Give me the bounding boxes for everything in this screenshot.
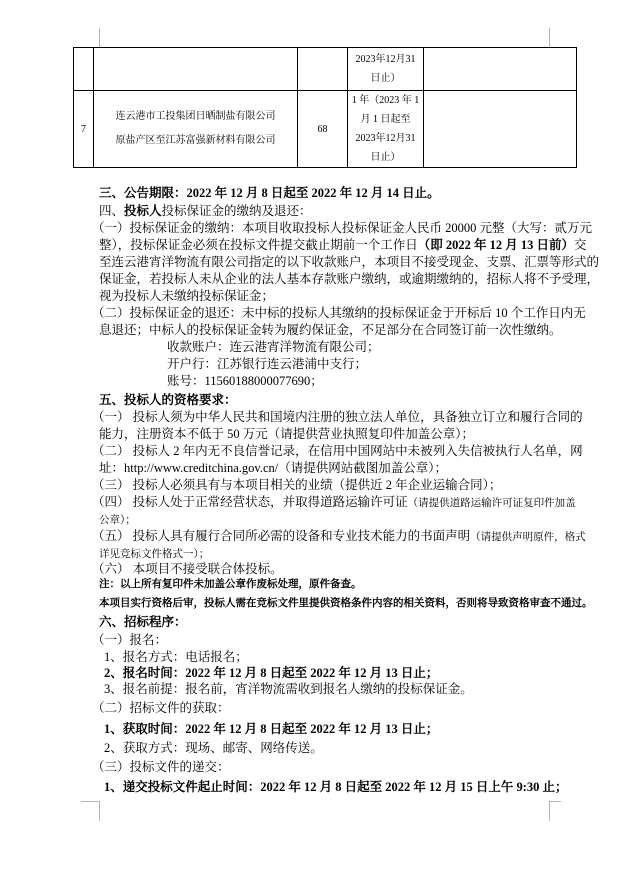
text-segment: （二） 投标人 2 年内无不良信誉记录，在信用中国网站中未被列入失信被执行人名单，网 bbox=[92, 444, 583, 458]
text-line bbox=[104, 681, 473, 698]
text-line bbox=[104, 665, 438, 682]
text-line bbox=[99, 460, 447, 477]
text-line bbox=[92, 700, 230, 717]
text-segment: （五） 投标人具有履行合同所必需的设备和专业技术能力的书面声明 bbox=[92, 529, 471, 543]
text-line bbox=[167, 356, 367, 373]
text-line bbox=[99, 392, 237, 409]
text-line bbox=[92, 528, 586, 546]
text-segment: 息退还；中标人的投标保证金转为履约保证金，不足部分在合同签订前一次性缴纳。 bbox=[99, 323, 562, 337]
text-segment: （三） 投标人必须具有与本项目相关的业绩（提供近 2 年企业运输合同）； bbox=[92, 478, 502, 492]
text-line bbox=[99, 614, 187, 631]
table-cell: 7 bbox=[74, 91, 94, 168]
text-segment: （请提供道路运输许可证复印件加盖 bbox=[407, 498, 576, 509]
table-cell: 2023年12月31 日止） bbox=[348, 48, 424, 91]
text-segment: （一）投标保证金的缴纳：本项目收取投标人投标保证金人民币 20000 元整（大写：贰万元 bbox=[92, 221, 593, 235]
text-segment: 3、报名前提：报名前，宵洋物流需收到报名人缴纳的投标保证金。 bbox=[104, 682, 473, 696]
text-line bbox=[92, 409, 583, 426]
table-cell: 68 bbox=[298, 91, 348, 168]
text-segment: （即 2022 年 12 月 13 日前） bbox=[417, 238, 575, 252]
text-segment: 收款账户：连云港宵洋物流有限公司； bbox=[167, 340, 380, 354]
text-segment: 账号：11560188000077690； bbox=[167, 374, 323, 388]
text-line bbox=[167, 373, 323, 390]
text-segment: 本项目实行资格后审，投标人需在竞标文件里提供资格条件内容的相关资料，否则将导致资格审查不通过。 bbox=[99, 598, 593, 609]
text-segment: 开户行：江苏银行连云港浦中支行； bbox=[167, 357, 368, 371]
text-segment: 1、报名方式：电话报名； bbox=[104, 650, 248, 664]
text-line bbox=[99, 596, 593, 612]
text-segment: （六） 本项目不接受联合体投标。 bbox=[92, 562, 283, 576]
text-segment: 址：http://www.creditchina.gov.cn/（请提供网站截图加盖公章）； bbox=[99, 461, 447, 475]
text-line bbox=[92, 561, 283, 578]
text-segment: 1、递交投标文件起止时间：2022 年 12 月 8 日起至 2022 年 12 月 15 日上午 9:30 止； bbox=[104, 780, 568, 794]
table-cell bbox=[298, 48, 348, 91]
text-segment: 注：以上所有复印件未加盖公章作废标处理，原件备查。 bbox=[99, 579, 362, 590]
text-boundary-mark-bottom-left bbox=[81, 801, 100, 821]
text-segment: 至连云港宵洋物流有限公司指定的以下收款账户，本项目不接受现金、支票、汇票等形式的 bbox=[99, 255, 600, 269]
text-boundary-mark-bottom-right bbox=[549, 801, 561, 821]
text-line bbox=[99, 577, 362, 593]
text-line bbox=[104, 779, 568, 796]
text-line bbox=[99, 271, 599, 288]
text-segment: （四） 投标人处于正常经营状态，并取得道路运输许可证 bbox=[92, 495, 408, 509]
text-line bbox=[99, 322, 562, 339]
text-boundary-mark-top-left bbox=[81, 28, 100, 48]
text-segment: （二）招标文件的获取： bbox=[92, 701, 230, 715]
text-segment: 保证金，若投标人未从企业的法人基本存款账户缴纳，或逾期缴纳的，招标人将不予受理， bbox=[99, 272, 600, 286]
text-segment: 六、招标程序： bbox=[99, 615, 187, 629]
text-segment: （三）投标文件的递交： bbox=[92, 760, 230, 774]
text-segment: （一）报名： bbox=[92, 633, 168, 647]
table-cell bbox=[424, 48, 577, 91]
text-line bbox=[167, 339, 380, 356]
text-line bbox=[99, 203, 312, 220]
text-line bbox=[92, 477, 501, 494]
text-segment: 投标人 bbox=[124, 204, 162, 218]
text-segment: 详见竞标文件格式一）； bbox=[99, 549, 210, 560]
table-cell: 1 年（2023 年 1 月 1 日起至 2023年12月31 日止） bbox=[348, 91, 424, 168]
text-segment: （请提供声明原件，格式 bbox=[470, 532, 586, 543]
table-cell: 连云港市工投集团日晒制盐有限公司 原盐产区至江苏富强新材料有限公司 bbox=[94, 91, 298, 168]
table-row bbox=[74, 48, 577, 91]
text-line bbox=[92, 759, 230, 776]
table-row bbox=[74, 91, 577, 168]
text-line bbox=[92, 632, 167, 649]
text-segment: 交 bbox=[574, 238, 587, 252]
text-segment: （二）投标保证金的退还：未中标的投标人其缴纳的投标保证金于开标后 10 个工作日内无 bbox=[92, 306, 586, 320]
text-line bbox=[99, 426, 474, 443]
text-line bbox=[92, 443, 583, 460]
text-line bbox=[92, 494, 576, 512]
text-segment: 投标保证金的缴纳及退还： bbox=[161, 204, 312, 218]
text-segment: 2、报名时间：2022 年 12 月 8 日起至 2022 年 12 月 13 日止； bbox=[104, 666, 439, 680]
text-segment: 1、获取时间：2022 年 12 月 8 日起至 2022 年 12 月 13 日止； bbox=[104, 722, 439, 736]
text-line bbox=[92, 220, 592, 237]
text-line bbox=[99, 511, 136, 529]
table-cell bbox=[424, 91, 577, 168]
text-segment: （一） 投标人须为中华人民共和国境内注册的独立法人单位，具备独立订立和履行合同的 bbox=[92, 410, 583, 424]
bid-lots-table bbox=[73, 47, 577, 168]
table-cell bbox=[94, 48, 298, 91]
text-line bbox=[104, 740, 323, 757]
text-segment: 整），投标保证金必须在投标文件提交截止期前一个工作日 bbox=[99, 238, 418, 252]
text-boundary-mark-top-right bbox=[549, 28, 561, 48]
text-segment: 2、获取方式：现场、邮寄、网络传送。 bbox=[104, 741, 323, 755]
text-line bbox=[99, 185, 440, 202]
table-cell bbox=[74, 48, 94, 91]
table-body bbox=[74, 48, 577, 168]
text-line bbox=[99, 254, 599, 271]
text-segment: 五、投标人的资格要求： bbox=[99, 393, 237, 407]
text-line bbox=[104, 649, 248, 666]
text-segment: 四、 bbox=[99, 204, 125, 218]
text-line bbox=[99, 237, 587, 254]
text-segment: 公章）； bbox=[99, 515, 136, 526]
text-segment: 能力，注册资本不低于 50 万元（请提供营业执照复印件加盖公章）； bbox=[99, 427, 475, 441]
text-segment: 三、公告期限：2022 年 12 月 8 日起至 2022 年 12 月 14 日止。 bbox=[99, 186, 440, 200]
text-line bbox=[104, 721, 438, 738]
text-line bbox=[99, 288, 274, 305]
text-segment: 视为投标人未缴纳投标保证金； bbox=[99, 289, 275, 303]
text-line bbox=[92, 305, 586, 322]
